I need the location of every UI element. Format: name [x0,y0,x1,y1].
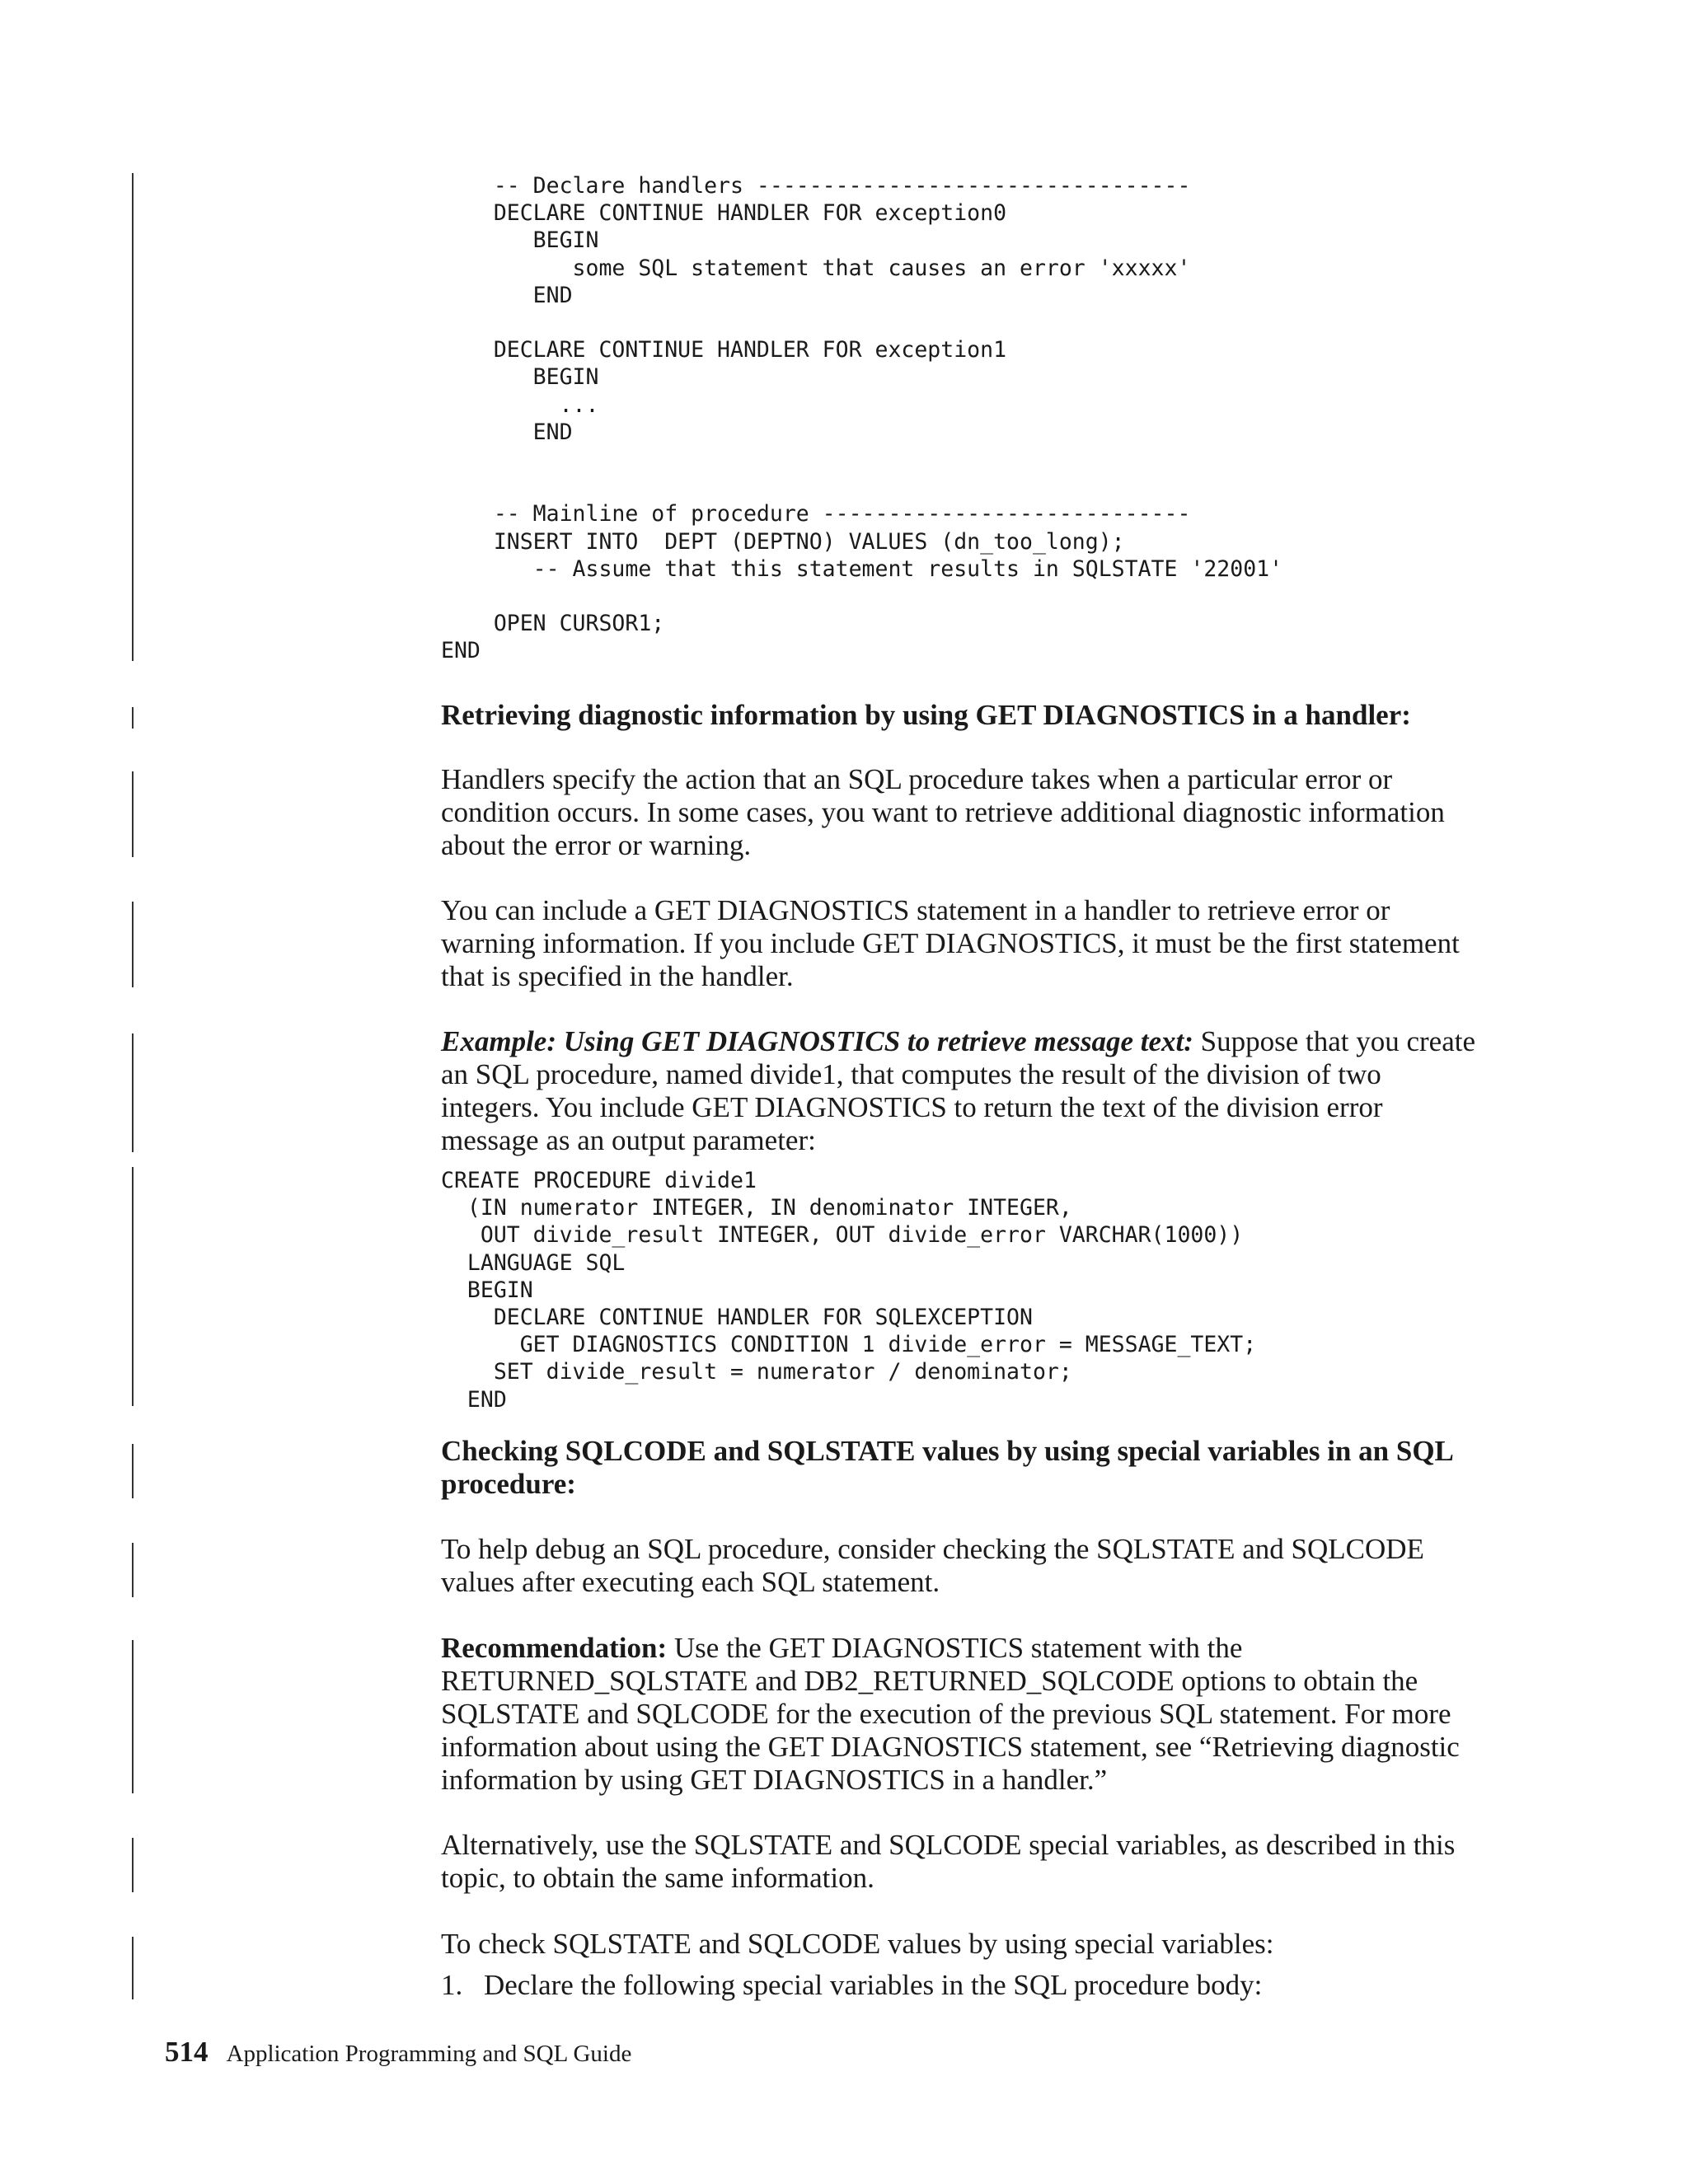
paragraph-to-check: To check SQLSTATE and SQLCODE values by using special variables: [441,1928,1274,1960]
revision-bar [132,1640,134,1793]
code-block-handlers: -- Declare handlers --------------------------------- DECLARE CONTINUE HANDLER FOR exception0 BEGIN some SQL statement that causes an error 'xxxxx' END DECLARE CONTINUE HANDLER FOR exception1 BEGIN ... END -- Mainline of procedure ---------------------------- INSERT INTO DEPT (DEPTNO) VALUES (dn_too_long); -- Assume that this statement results in SQLSTATE '22001' OPEN CURSOR1; END [441,173,1283,664]
revision-bar [132,1937,134,1999]
revision-bar [132,1543,134,1597]
revision-bar [132,1444,134,1498]
page-number: 514 [165,2036,209,2068]
paragraph-alternatively: Alternatively, use the SQLSTATE and SQLCODE special variables, as described in this topic, to obtain the same information. [441,1829,1456,1894]
revision-bar [132,1838,134,1892]
recommendation-body: Use the GET DIAGNOSTICS statement with the RETURNED_SQLSTATE and DB2_RETURNED_SQLCODE options to obtain the SQLSTATE and SQLCODE for the execution of the previous SQL statement. For more information about using the GET DIAGNOSTICS statement, see “Retrieving diagnostic information by using GET DIAGNOSTICS in a handler.” [441,1632,1460,1796]
recommendation-lead: Recommendation: [441,1632,668,1664]
example-body: Suppose that you create an SQL procedure, named divide1, that computes the result of the division of two integers. You include GET DIAGNOSTICS to return the text of the division error message as an output parameter: [441,1025,1476,1156]
list-item [441,1969,1479,2002]
revision-bar [132,902,134,987]
paragraph-recommendation [441,1632,1479,1797]
revision-bar [132,173,134,661]
revision-bars [132,0,148,2184]
paragraph-handlers-intro: Handlers specify the action that an SQL procedure takes when a particular error or condition occurs. In some cases, you want to retrieve additional diagnostic information about the error or warning. [441,763,1445,861]
paragraph-get-diagnostics-in-handler: You can include a GET DIAGNOSTICS statement in a handler to retrieve error or warning information. If you include GET DIAGNOSTICS, it must be the first statement that is specified in the handler. [441,894,1460,992]
code-block-divide1: CREATE PROCEDURE divide1 (IN numerator INTEGER, IN denominator INTEGER, OUT divide_result INTEGER, OUT divide_error VARCHAR(1000)) LANGUAGE SQL BEGIN DECLARE CONTINUE HANDLER FOR SQLEXCEPTION GET DIAGNOSTICS CONDITION 1 divide_error = MESSAGE_TEXT; SET divide_result = numerator / denominator; END [441,1168,1257,1413]
paragraph-debug: To help debug an SQL procedure, consider checking the SQLSTATE and SQLCODE values after executing each SQL statement. [441,1533,1424,1598]
revision-bar [132,1033,134,1152]
book-title: Application Programming and SQL Guide [226,2041,632,2067]
section-heading-get-diagnostics: Retrieving diagnostic information by using GET DIAGNOSTICS in a handler: [441,699,1411,731]
example-lead: Example: Using GET DIAGNOSTICS to retrieve message text: [441,1025,1193,1057]
revision-bar [132,707,134,729]
paragraph-example [441,1025,1479,1157]
list-item-number: 1. [441,1969,463,2001]
revision-bar [132,771,134,857]
revision-bar [132,1167,134,1406]
list-item-text: Declare the following special variables in the SQL procedure body: [484,1969,1263,2001]
section-heading-special-variables: Checking SQLCODE and SQLSTATE values by using special variables in an SQL procedure: [441,1435,1452,1500]
page-footer [165,2036,631,2069]
